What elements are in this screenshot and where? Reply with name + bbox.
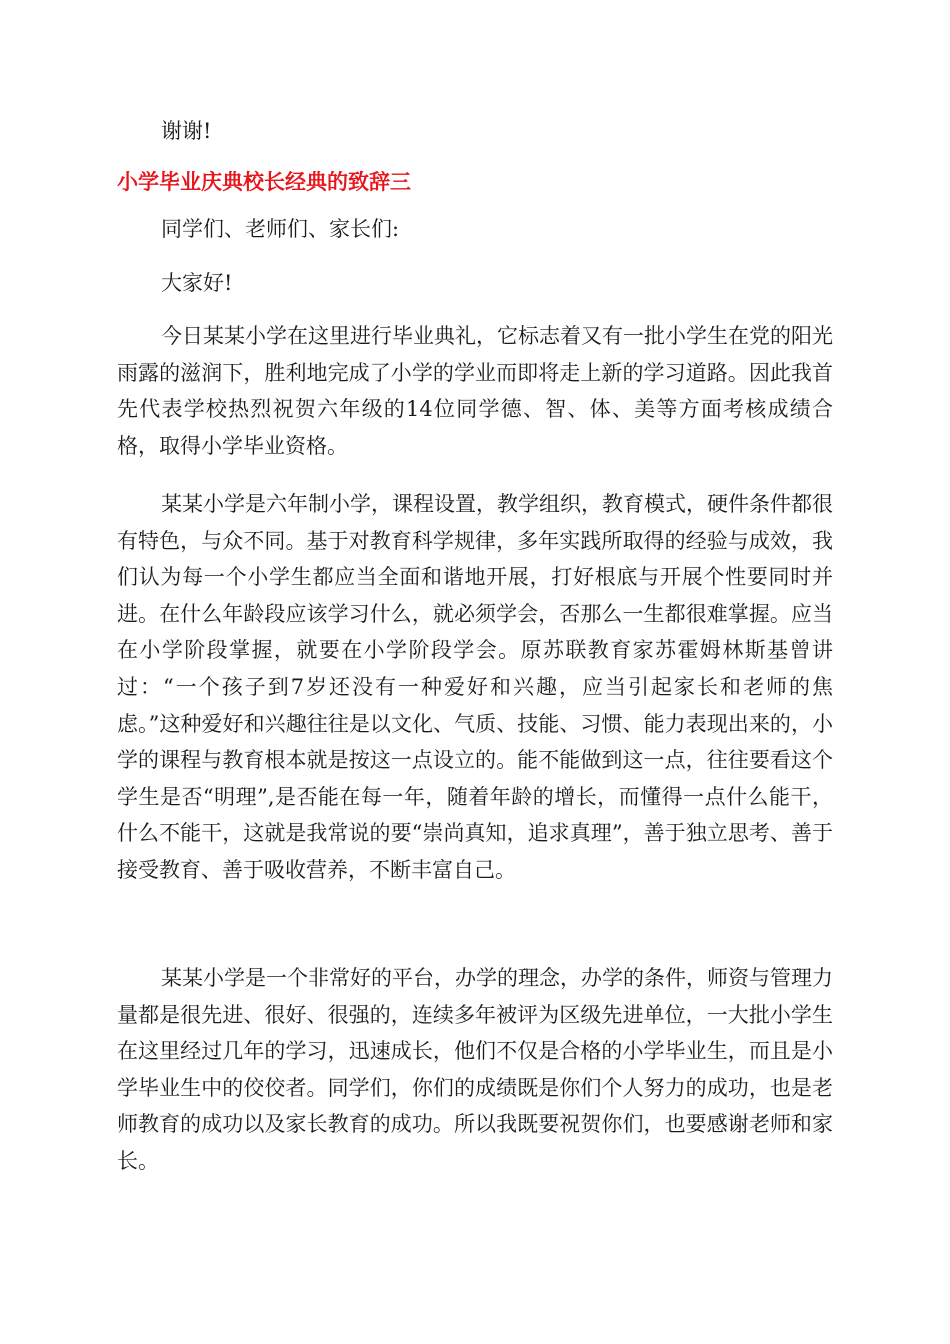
greeting-text: 大家好! xyxy=(161,271,233,295)
paragraph-3: 某某小学是一个非常好的平台，办学的理念，办学的条件，师资与管理力量都是很先进、很好、很强的，连续多年被评为区级先进单位，一大批小学生在这里经过几年的学习，迅速成长，他们不仅是合格的小学毕业生，而且是小学毕业生中的佼佼者。同学们，你们的成绩既是你们个人努力的成功，也是老师教育的成功以及家长教育的成功。所以我既要祝贺你们，也要感谢老师和家长。 xyxy=(117,966,833,1173)
closing-text: 谢谢! xyxy=(161,119,212,143)
paragraph-1: 今日某某小学在这里进行毕业典礼，它标志着又有一批小学生在党的阳光雨露的滋润下，胜利地完成了小学的学业而即将走上新的学习道路。因此我首先代表学校热烈祝贺六年级的14位同学德、智、体、美等方面考核成绩合格，取得小学毕业资格。 xyxy=(117,324,833,458)
salutation-text: 同学们、老师们、家长们: xyxy=(161,217,400,241)
paragraph-2: 某某小学是六年制小学，课程设置，教学组织，教育模式，硬件条件都很有特色，与众不同。基于对教育科学规律，多年实践所取得的经验与成效，我们认为每一个小学生都应当全面和谐地开展，打好根底与开展个性要同时并进。在什么年龄段应该学习什么，就必须学会，否那么一生都很难掌握。应当在小学阶段掌握，就要在小学阶段学会。原苏联教育家苏霍姆林斯基曾讲过：“一个孩子到7岁还没有一种爱好和兴趣，应当引起家长和老师的焦虑。”这种爱好和兴趣往往是以文化、气质、技能、习惯、能力表现出来的，小学的课程与教育根本就是按这一点设立的。能不能做到这一点，往往要看这个学生是否“明理”,是否能在每一年，随着年龄的增长，而懂得一点什么能干，什么不能干，这就是我常说的要“崇尚真知，追求真理”，善于独立思考、善于接受教育、善于吸收营养，不断丰富自己。 xyxy=(117,492,833,882)
section-title: 小学毕业庆典校长经典的致辞三 xyxy=(117,170,411,194)
